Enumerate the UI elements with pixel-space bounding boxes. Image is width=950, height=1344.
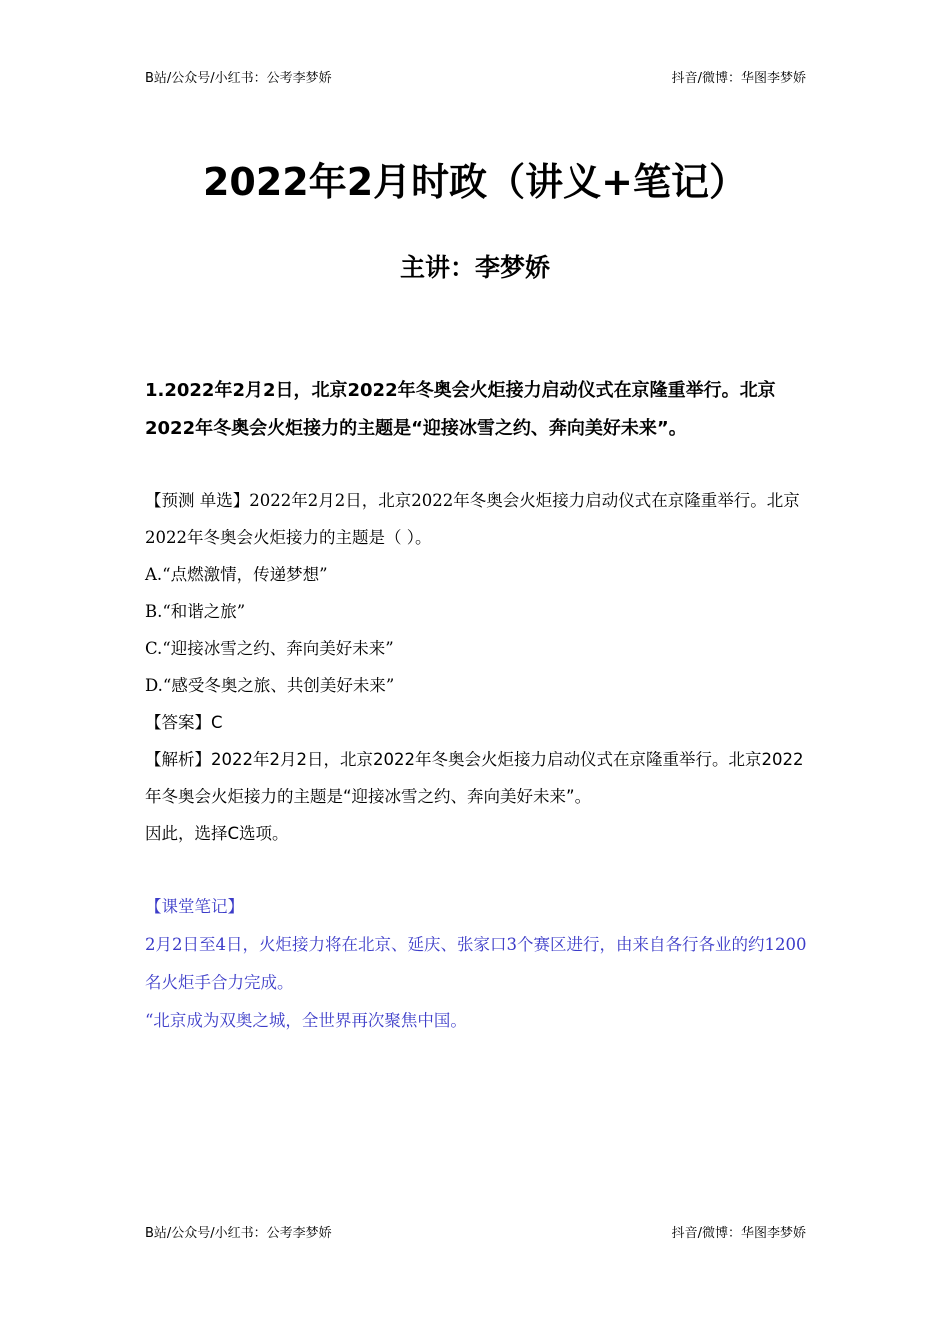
- notes-line-1: 2月2日至4日，火炬接力将在北京、延庆、张家口3个赛区进行，由来自各行各业的约1200名火炬手合力完成。: [145, 935, 807, 992]
- footer-left-text: B站/公众号/小红书：公考李梦娇: [145, 1226, 332, 1241]
- document-title: 2022年2月时政（讲义+笔记）: [202, 160, 748, 204]
- option-d: D.“感受冬奥之旅、共创美好未来”: [145, 676, 395, 695]
- answer-line: 【答案】C: [145, 713, 223, 732]
- option-c: C.“迎接冰雪之约、奔向美好未来”: [145, 639, 394, 658]
- header-left-text: B站/公众号/小红书：公考李梦娇: [145, 71, 332, 86]
- question-block: [145, 482, 810, 704]
- header-right-text: 抖音/微博：华图李梦娇: [671, 71, 806, 86]
- class-notes: [145, 888, 810, 1040]
- analysis-conclusion: 因此，选择C选项。: [145, 824, 289, 843]
- content-body: [145, 372, 810, 1040]
- notes-line-2: “北京成为双奥之城，全世界再次聚焦中国。: [145, 1011, 467, 1030]
- notes-title: 【课堂笔记】: [145, 897, 244, 916]
- document-subtitle: 主讲：李梦娇: [399, 253, 550, 282]
- analysis-text: 【解析】2022年2月2日，北京2022年冬奥会火炬接力启动仪式在京隆重举行。北京2022年冬奥会火炬接力的主题是“迎接冰雪之约、奔向美好未来”。: [145, 750, 804, 806]
- question-stem: 【预测 单选】2022年2月2日，北京2022年冬奥会火炬接力启动仪式在京隆重举行。北京2022年冬奥会火炬接力的主题是（ ）。: [145, 491, 800, 547]
- footer-right-text: 抖音/微博：华图李梦娇: [671, 1226, 806, 1241]
- option-b: B.“和谐之旅”: [145, 602, 246, 621]
- option-a: A.“点燃激情，传递梦想”: [145, 565, 328, 584]
- analysis-block: [145, 741, 810, 852]
- news-headline: 1.2022年2月2日，北京2022年冬奥会火炬接力启动仪式在京隆重举行。北京2022年冬奥会火炬接力的主题是“迎接冰雪之约、奔向美好未来”。: [145, 380, 776, 439]
